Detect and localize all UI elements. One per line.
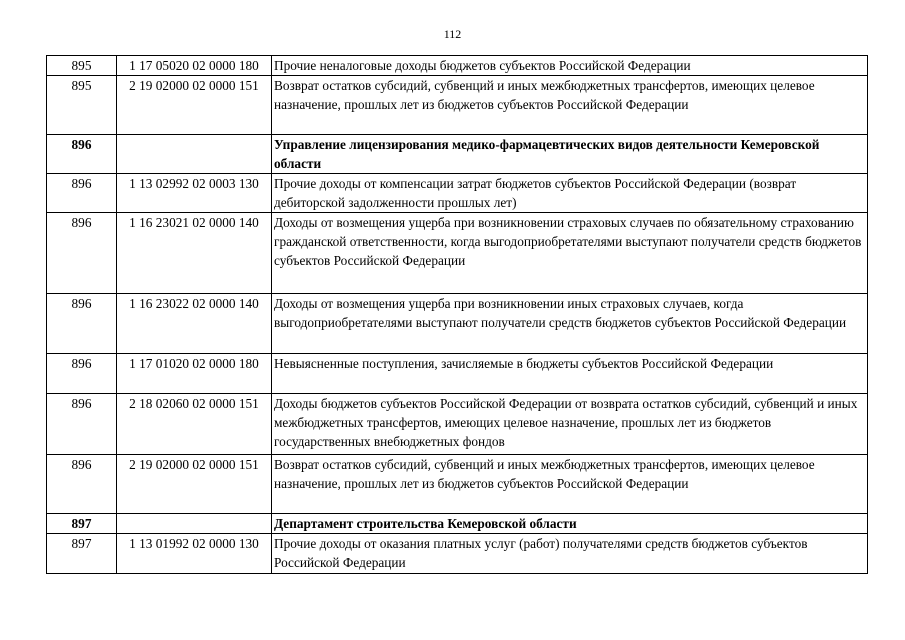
table-row — [47, 514, 868, 534]
admin-code-cell: 896 — [47, 394, 117, 455]
revenue-code-cell: 2 18 02060 02 0000 151 — [117, 394, 272, 455]
table-row — [47, 213, 868, 294]
table-row — [47, 354, 868, 394]
revenue-code-cell: 1 16 23022 02 0000 140 — [117, 294, 272, 354]
revenue-name-cell: Прочие неналоговые доходы бюджетов субъектов Российской Федерации — [272, 56, 868, 76]
admin-code-cell: 895 — [47, 56, 117, 76]
revenue-name-cell: Прочие доходы от оказания платных услуг (работ) получателями средств бюджетов субъектов Российской Федерации — [272, 534, 868, 574]
revenue-name-cell: Возврат остатков субсидий, субвенций и иных межбюджетных трансфертов, имеющих целевое назначение, прошлых лет из бюджетов субъектов Российской Федерации — [272, 76, 868, 135]
revenue-name-cell: Доходы от возмещения ущерба при возникновении страховых случаев по обязательному страхованию гражданской ответственности, когда выгодоприобретателями выступают получатели средств бюджетов субъектов Российской Федерации — [272, 213, 868, 294]
admin-code-cell: 897 — [47, 514, 117, 534]
table-row — [47, 174, 868, 213]
revenue-name-cell: Невыясненные поступления, зачисляемые в бюджеты субъектов Российской Федерации — [272, 354, 868, 394]
table-row — [47, 534, 868, 574]
admin-code-cell: 896 — [47, 174, 117, 213]
revenue-code-cell: 2 19 02000 02 0000 151 — [117, 76, 272, 135]
table-row — [47, 455, 868, 514]
revenue-code-cell — [117, 135, 272, 174]
revenue-name-cell: Возврат остатков субсидий, субвенций и иных межбюджетных трансфертов, имеющих целевое назначение, прошлых лет из бюджетов субъектов Российской Федерации — [272, 455, 868, 514]
table-row — [47, 294, 868, 354]
revenue-code-cell: 2 19 02000 02 0000 151 — [117, 455, 272, 514]
admin-code-cell: 895 — [47, 76, 117, 135]
revenue-name-cell: Департамент строительства Кемеровской области — [272, 514, 868, 534]
revenue-name-cell: Управление лицензирования медико-фармацевтических видов деятельности Кемеровской области — [272, 135, 868, 174]
revenue-name-cell: Доходы от возмещения ущерба при возникновении иных страховых случаев, когда выгодоприобретателями выступают получатели средств бюджетов субъектов Российской Федерации — [272, 294, 868, 354]
admin-code-cell: 896 — [47, 135, 117, 174]
table-row — [47, 394, 868, 455]
page-number: 112 — [443, 27, 462, 41]
table-row — [47, 56, 868, 76]
revenue-code-cell: 1 17 01020 02 0000 180 — [117, 354, 272, 394]
revenue-codes-table — [46, 55, 868, 574]
admin-code-cell: 896 — [47, 455, 117, 514]
table-row — [47, 135, 868, 174]
admin-code-cell: 897 — [47, 534, 117, 574]
revenue-code-cell: 1 16 23021 02 0000 140 — [117, 213, 272, 294]
revenue-name-cell: Доходы бюджетов субъектов Российской Федерации от возврата остатков субсидий, субвенций и иных межбюджетных трансфертов, имеющих целевое назначение, прошлых лет из бюджетов государственных внебюджетных фондов — [272, 394, 868, 455]
revenue-name-cell: Прочие доходы от компенсации затрат бюджетов субъектов Российской Федерации (возврат дебиторской задолженности прошлых лет) — [272, 174, 868, 213]
revenue-code-cell: 1 17 05020 02 0000 180 — [117, 56, 272, 76]
table-row — [47, 76, 868, 135]
revenue-code-cell — [117, 514, 272, 534]
revenue-code-cell: 1 13 02992 02 0003 130 — [117, 174, 272, 213]
admin-code-cell: 896 — [47, 294, 117, 354]
admin-code-cell: 896 — [47, 213, 117, 294]
revenue-code-cell: 1 13 01992 02 0000 130 — [117, 534, 272, 574]
admin-code-cell: 896 — [47, 354, 117, 394]
